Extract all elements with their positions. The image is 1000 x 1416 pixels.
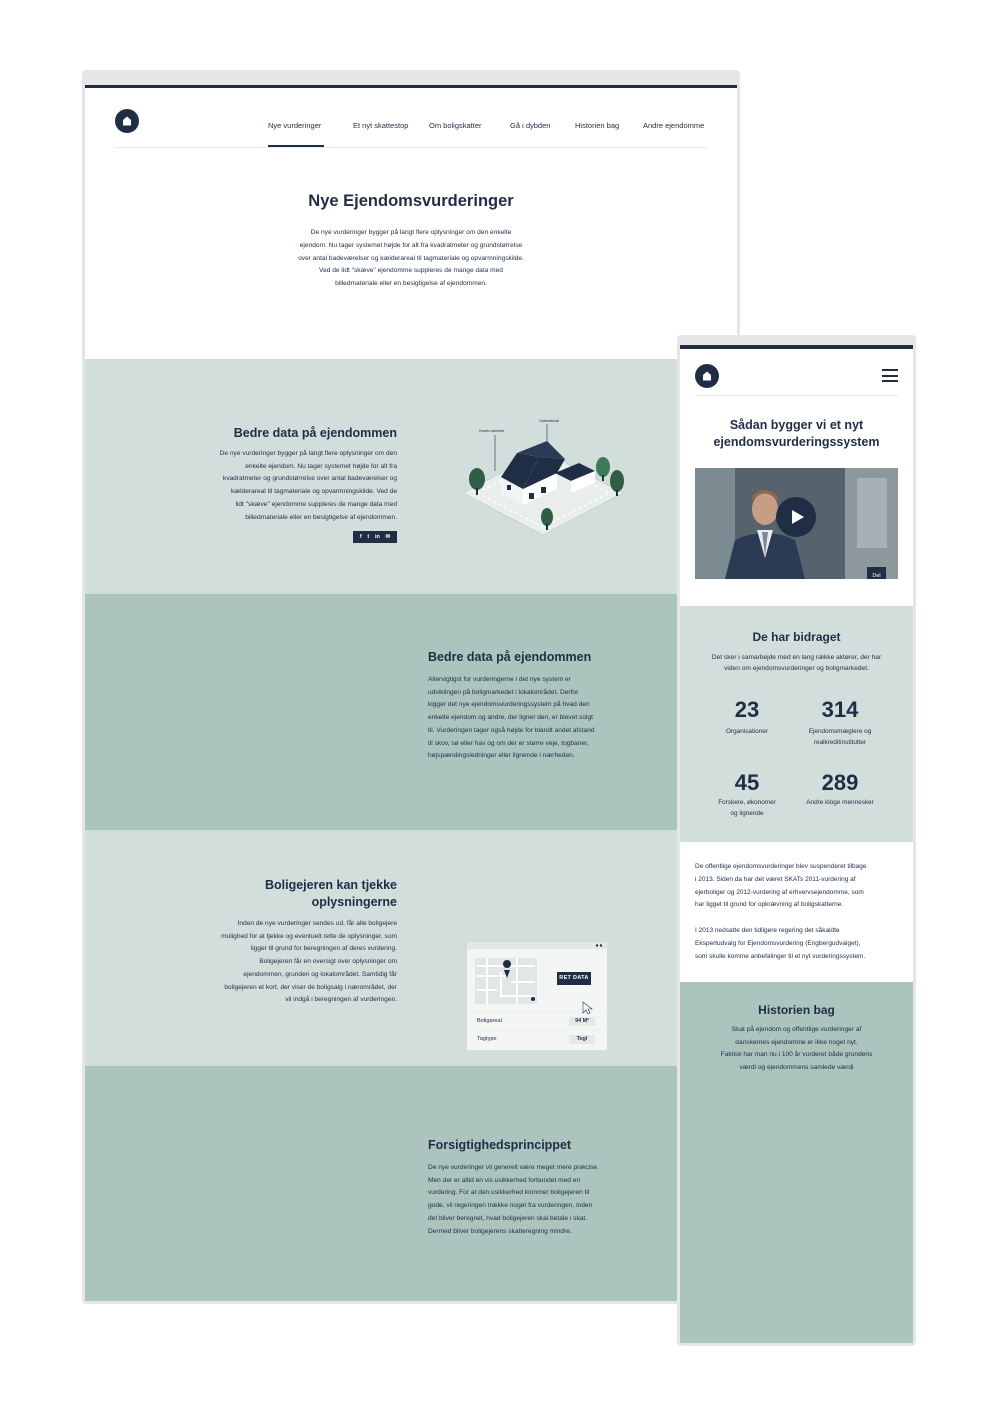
section-title: Bedre data på ejendommen — [233, 426, 397, 440]
section-bedre-data — [85, 359, 737, 594]
nav-nye-vurderinger[interactable]: Nye vurderinger — [268, 121, 322, 130]
top-accent-bar — [680, 345, 913, 349]
stat-label-line: Ejendomsmæglere og — [808, 728, 872, 735]
home-logo-icon[interactable] — [695, 364, 719, 388]
body-line: har ligget til grund for opkrævning af boligskatterne. — [695, 901, 844, 909]
body-line: gode, vil regeringen trække noget fra vurderingen, inden — [428, 1202, 593, 1210]
hero-line: De nye vurderinger bygger på langt flere oplysninger om den enkelte — [310, 229, 512, 236]
row-value[interactable]: 94 M² — [569, 1017, 595, 1026]
nav-historien-bag[interactable]: Historien bag — [575, 121, 620, 130]
body-line: ligger til grund for beregningen af deres vurdering. — [250, 945, 397, 953]
stat-value: 289 — [821, 770, 859, 795]
row-value[interactable]: Tegl — [569, 1035, 595, 1044]
body-line: billedmateriale eller en besigtigelse af ejendommen. — [245, 513, 397, 521]
contributors-section — [680, 606, 913, 842]
section-title: De har bidraget — [752, 630, 841, 644]
desktop-page — [85, 85, 737, 1301]
history-section — [680, 982, 913, 1343]
header-divider — [695, 395, 898, 396]
title-line: ejendomsvurderingssystem — [713, 435, 880, 449]
nav-andre-ejendomme[interactable]: Andre ejendomme — [643, 121, 705, 130]
body-line: mulighed for at tjekke og eventuelt rette de oplysninger, som — [221, 932, 397, 940]
body-line: boligejeren et kort, der viser de boligsalg i nærområdet, der — [224, 983, 397, 991]
body-line: Boligejeren får en oversigt over oplysninger om — [259, 958, 397, 966]
mobile-page — [680, 345, 913, 1343]
body-line: ejendommen, grunden og lokalområdet. Samtidig får — [243, 970, 397, 978]
body-line: til. Vurderingen tager også højde for blandt andet afstand — [428, 726, 595, 734]
stat-label-line: Organisationer — [726, 728, 768, 735]
section-body — [695, 652, 898, 675]
body-line: udviklingen på boligmarkedet i lokalområdet. Derfor — [428, 688, 579, 696]
nav-ga-i-dybden[interactable]: Gå i dybden — [510, 121, 551, 130]
hero-line: over antal badeværelser og kælderareal til tagmateriale og opvarmningskilde. — [298, 254, 524, 262]
house-illustration — [457, 419, 629, 535]
twitter-icon[interactable]: t — [367, 534, 370, 540]
ret-data-button[interactable]: RET DATA — [557, 972, 591, 985]
ret-data-illustration — [467, 942, 607, 1058]
section-boligmarkedet — [85, 594, 737, 830]
mobile-page-title — [690, 417, 903, 451]
hero-line: ejendom. Nu tager systemet højde for alt fra kvadratmeter og grundstørrelse — [299, 241, 523, 249]
body-line: Inden de nye vurderinger sendes ud, får alle boligejere — [237, 920, 397, 927]
hero-line: Ved de lidt "skæve" ejendomme suppleres de mange data med — [319, 267, 503, 275]
page-title: Nye Ejendomsvurderinger — [308, 192, 514, 210]
play-icon — [776, 497, 816, 537]
body-line: De offentlige ejendomsvurderinger blev suspenderet tilbage — [695, 863, 867, 870]
body-line: værdi og ejendommens samlede værdi — [739, 1063, 854, 1071]
body-line: kigger det nye ejendomsvurderingssystem på hvad den — [428, 701, 590, 709]
stat-label — [790, 727, 890, 748]
section-body — [695, 1024, 898, 1074]
section-title: Historien bag — [758, 1003, 835, 1017]
body-line: kælderareal til tagmateriale og opvarmningskilde. Ved de — [230, 488, 397, 496]
section-forsigtighed — [85, 1066, 737, 1301]
body-line: De nye vurderinger vil generelt være meget mere præcise. — [428, 1164, 599, 1171]
body-line: vurdering. For at den usikkerhed kommer boligejeren til — [428, 1189, 590, 1197]
stat-label-line: realkreditinstitutter — [813, 738, 867, 746]
callout-build-year: Opførelsesår — [539, 419, 560, 423]
body-line: enkelte ejendom og andre, der ligner den, er blevet solgt — [428, 714, 593, 722]
row-label: Boligareal — [477, 1018, 502, 1024]
stat-label-line: og lignende — [730, 809, 764, 817]
body-line: danskernes ejendomme er ikke noget nyt. — [735, 1038, 858, 1046]
body-line: højspændingsledninger eller lignende i nærheden. — [428, 752, 575, 760]
play-button[interactable] — [776, 497, 816, 537]
linkedin-icon[interactable]: in — [374, 534, 380, 540]
nav-om-boligskatter[interactable]: Om boligskatter — [429, 121, 482, 130]
facebook-icon[interactable]: f — [359, 534, 362, 540]
stat-label-line: Forskere, økonomer — [718, 799, 776, 806]
body-line: vil indgå i beregningen af vurderingen. — [285, 996, 397, 1004]
body-line: Men der er altid en vis usikkerhed forbundet med en — [428, 1176, 581, 1184]
body-line: Allervigtigst for vurderingerne i det nye system er — [428, 676, 571, 683]
nav-divider — [115, 147, 707, 148]
mobile-mockup — [677, 335, 916, 1346]
share-buttons — [353, 531, 397, 543]
body-line: i 2013. Siden da har det været SKATs 2011-vurdering af — [695, 875, 856, 883]
section-title: Forsigtighedsprincippet — [428, 1138, 572, 1152]
body-line: viden om ejendomsvurderinger og boligmarkedet. — [724, 665, 869, 673]
stat-value: 314 — [821, 697, 859, 722]
title-line: Boligejeren kan tjekke — [264, 878, 397, 892]
body-line: kvadratmeter og grundstørrelse over antal badeværelser og — [222, 475, 397, 483]
stat-label — [697, 727, 797, 738]
suspension-paragraph — [695, 861, 900, 912]
section-title — [185, 877, 397, 911]
row-label: Tagtype — [477, 1036, 497, 1042]
section-body — [165, 918, 397, 1007]
hero-intro — [271, 227, 551, 291]
section-body — [428, 1162, 678, 1238]
title-line: oplysningerne — [311, 895, 397, 909]
mail-icon[interactable]: ✉ — [385, 534, 391, 540]
body-line: det bliver beregnet, hvad boligejeren skal betale i skat. — [428, 1214, 588, 1222]
stat-value: 45 — [734, 770, 760, 795]
body-line: De nye vurderinger bygger på langt flere oplysninger om den — [219, 450, 397, 457]
section-body — [428, 674, 668, 763]
body-line: ejerboliger og 2012-vurdering af erhvervsejendomme, som — [695, 888, 864, 896]
top-accent-bar — [85, 85, 737, 88]
body-line: Ekspertudvalg for Ejendomsvurdering (Engbergudvalget), — [695, 939, 861, 947]
body-line: Skat på ejendom og offentlige vurderinger af — [731, 1026, 862, 1033]
hamburger-menu-icon[interactable] — [882, 369, 898, 382]
stat-value: 23 — [734, 697, 760, 722]
section-boligejeren — [85, 830, 737, 1066]
stat-label — [790, 798, 890, 809]
body-line: Faktisk har man nu i 100 år vurderet både grundens — [720, 1051, 873, 1059]
body-line: enkelte ejendom. Nu tager systemet højde for alt fra — [245, 462, 397, 470]
share-video-button[interactable]: Del — [867, 567, 886, 579]
section-title: Bedre data på ejendommen — [428, 650, 592, 664]
section-body — [165, 448, 397, 524]
title-line: Sådan bygger vi et nyt — [729, 418, 864, 432]
body-line: som skulle komme anbefalinger til et nyt vurderingssystem. — [695, 952, 866, 960]
hero-line: billedmateriale eller en besigtigelse af ejendommen. — [335, 280, 487, 288]
nav-et-nyt-skattestop[interactable]: Et nyt skattestop — [353, 121, 409, 130]
video-player[interactable] — [695, 468, 898, 579]
desktop-mockup — [82, 70, 740, 1304]
callout-house-size: Husets størrelse — [479, 429, 505, 433]
body-line: til skov, sø eller hav og om der er større veje, togbaner, — [428, 739, 589, 747]
body-line: lidt "skæve" ejendomme suppleres de mange data med — [235, 500, 397, 508]
body-line: I 2013 nedsatte den tidligere regering det såkaldte — [695, 927, 840, 934]
expert-committee-paragraph — [695, 925, 900, 963]
body-line: Det sker i samarbejde med en lang række aktører, der har — [711, 654, 882, 661]
body-line: Dermed bliver boligejerens skatteregning mindre. — [428, 1227, 572, 1235]
stat-label-line: Andre kloge mennesker — [806, 799, 874, 806]
home-logo-icon[interactable] — [115, 109, 139, 133]
stat-label — [697, 798, 797, 819]
